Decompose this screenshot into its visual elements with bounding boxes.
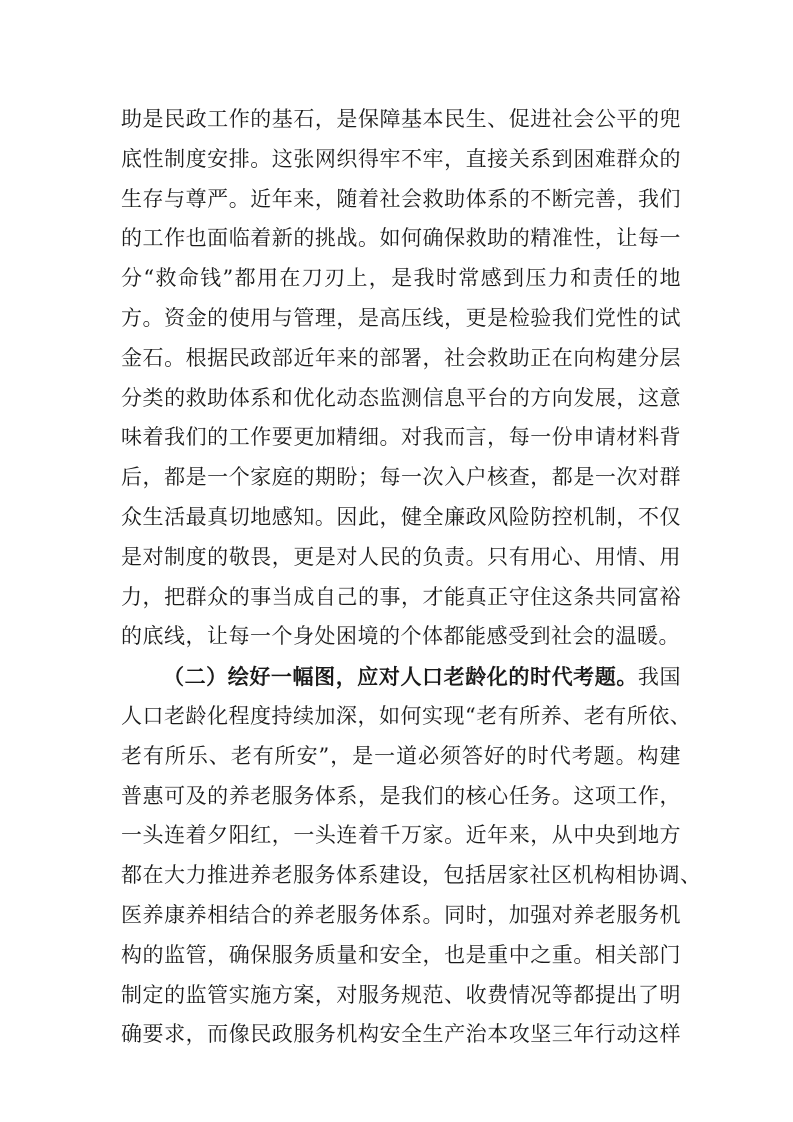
text-line: 后，都是一个家庭的期盼；每一次入户核查，都是一次对群 (121, 465, 681, 490)
section-heading-line (121, 657, 681, 697)
body-text (121, 100, 702, 1055)
text-line: 的底线，让每一个身处困境的个体都能感受到社会的温暖。 (121, 624, 680, 649)
section-heading: （二）绘好一幅图，应对人口老龄化的时代考题。 (163, 664, 638, 690)
text-line: 老有所乐、老有所安”，是一道必须答好的时代考题。构建 (121, 743, 681, 768)
text-line: 制定的监管实施方案，对服务规范、收费情况等都提出了明 (121, 982, 681, 1007)
text-line: 力，把群众的事当成自己的事，才能真正守住这条共同富裕 (121, 584, 681, 609)
text-line: 构的监管，确保服务质量和安全，也是重中之重。相关部门 (121, 942, 681, 967)
text-line: 方。资金的使用与管理，是高压线，更是检验我们党性的试 (121, 305, 681, 330)
text-line: 众生活最真切地感知。因此，健全廉政风险防控机制，不仅 (121, 504, 681, 529)
text-line: 一头连着夕阳红，一头连着千万家。近年来，从中央到地方 (121, 823, 681, 848)
text-line: 医养康养相结合的养老服务体系。同时，加强对养老服务机 (121, 902, 681, 927)
text-line: 人口老龄化程度持续加深，如何实现“老有所养、老有所依、 (121, 703, 692, 728)
text-line: 分类的救助体系和优化动态监测信息平台的方向发展，这意 (121, 385, 681, 410)
text-line: 分“救命钱”都用在刀刃上，是我时常感到压力和责任的地 (121, 266, 681, 291)
text-line: 底性制度安排。这张网织得牢不牢，直接关系到困难群众的 (121, 146, 681, 171)
text-line: 金石。根据民政部近年来的部署，社会救助正在向构建分层 (121, 345, 681, 370)
text-line: 是对制度的敬畏，更是对人民的负责。只有用心、用情、用 (121, 544, 681, 569)
text-line: 生存与尊严。近年来，随着社会救助体系的不断完善，我们 (121, 186, 681, 211)
text-line: 味着我们的工作要更加精细。对我而言，每一份申请材料背 (121, 425, 681, 450)
text-line: 确要求，而像民政服务机构安全生产治本攻坚三年行动这样 (121, 1022, 681, 1047)
text-line: 都在大力推进养老服务体系建设，包括居家社区机构相协调、 (121, 863, 702, 888)
text-fragment: 我国 (637, 665, 682, 690)
text-line: 普惠可及的养老服务体系，是我们的核心任务。这项工作， (121, 783, 681, 808)
text-line: 助是民政工作的基石，是保障基本民生、促进社会公平的兜 (121, 107, 681, 131)
text-line: 的工作也面临着新的挑战。如何确保救助的精准性，让每一 (121, 226, 681, 251)
